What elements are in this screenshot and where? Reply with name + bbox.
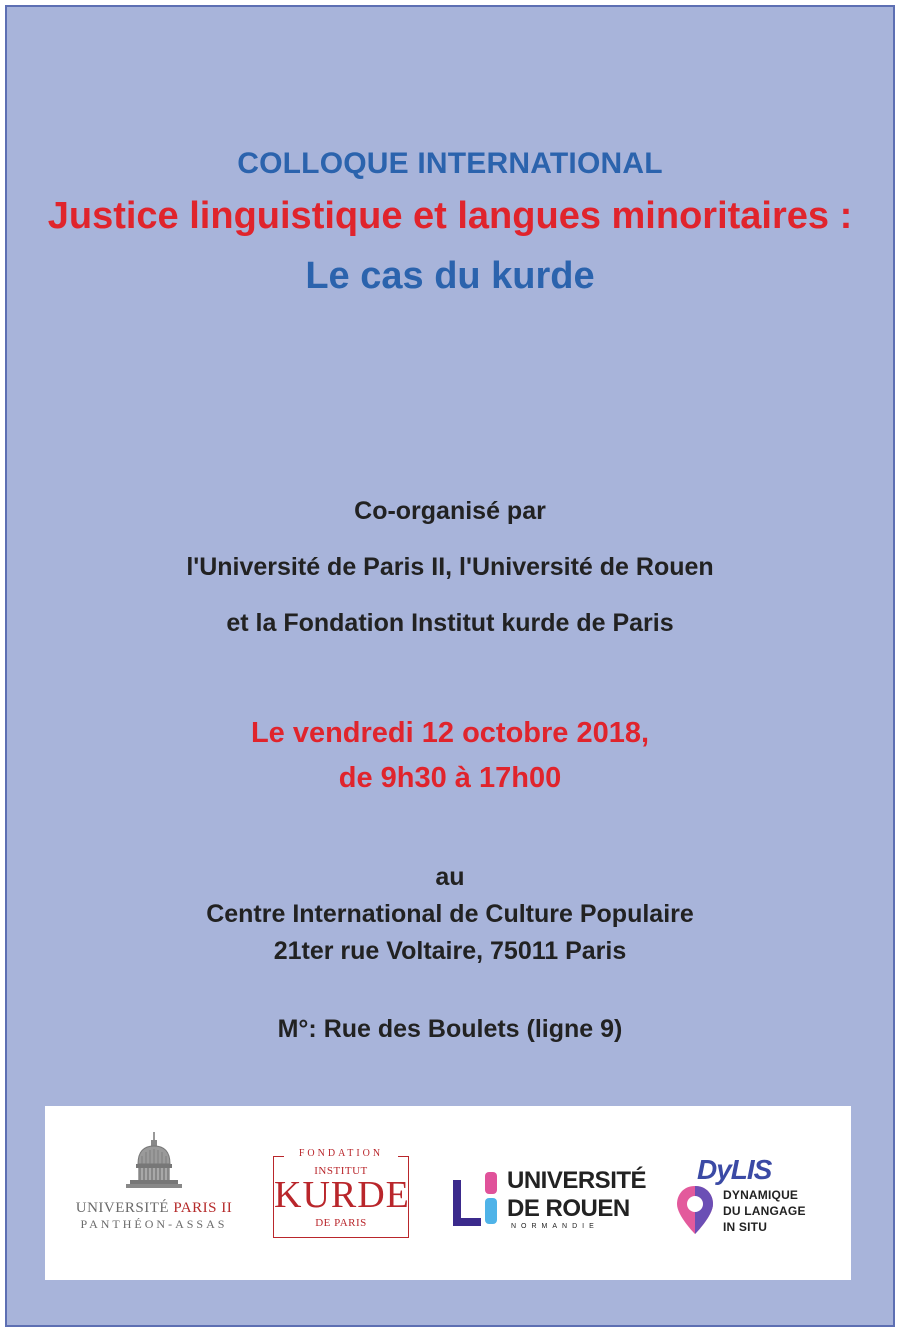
dylis-line-1: DYNAMIQUE <box>723 1188 799 1202</box>
institut-kurde-de-paris: DE PARIS <box>315 1217 367 1229</box>
event-date: Le vendredi 12 octobre 2018, <box>250 717 650 749</box>
location-pin-icon <box>675 1184 715 1236</box>
paris2-paris: PARIS II <box>173 1200 233 1216</box>
pantheon-dome-icon <box>124 1130 184 1194</box>
venue-address: 21ter rue Voltaire, 75011 Paris <box>273 937 627 965</box>
organizers-universities: l'Université de Paris II, l'Université de Rouen <box>186 553 714 581</box>
paris2-subtitle: PANTHÉON-ASSAS <box>80 1217 228 1231</box>
dylis-line-3: IN SITU <box>723 1220 768 1234</box>
colloque-kicker: COLLOQUE INTERNATIONAL <box>237 147 663 180</box>
dylis-line-2: DU LANGAGE <box>723 1204 806 1218</box>
institut-kurde-logo <box>273 1148 410 1238</box>
rouen-logo <box>451 1166 647 1236</box>
paris2-name <box>69 1200 239 1217</box>
institut-kurde-fondation: FONDATION <box>284 1148 398 1159</box>
rouen-mark-icon <box>451 1170 501 1228</box>
venue-metro: M°: Rue des Boulets (ligne 9) <box>277 1015 623 1043</box>
title-line-2: Le cas du kurde <box>305 255 595 297</box>
institut-kurde-kurde: KURDE <box>274 1174 410 1216</box>
rouen-universite: UNIVERSITÉ <box>507 1167 647 1194</box>
dylis-wordmark: DyLIS <box>697 1154 772 1185</box>
dylis-logo <box>675 1152 825 1252</box>
venue-intro: au <box>435 863 465 891</box>
venue-name: Centre International de Culture Populaire <box>206 900 694 928</box>
paris2-universite: UNIVERSITÉ <box>75 1200 170 1216</box>
institut-kurde-institut: INSTITUT <box>314 1165 368 1177</box>
organizers-intro: Co-organisé par <box>354 497 546 525</box>
event-time: de 9h30 à 17h00 <box>338 762 562 794</box>
organizers-foundation: et la Fondation Institut kurde de Paris <box>226 609 674 637</box>
title-line-1: Justice linguistique et langues minoritaires : <box>47 195 853 237</box>
partner-logos-strip <box>45 1106 851 1280</box>
rouen-de-rouen: DE ROUEN <box>507 1195 630 1222</box>
paris2-logo <box>69 1130 239 1250</box>
rouen-normandie: NORMANDIE <box>511 1223 599 1230</box>
